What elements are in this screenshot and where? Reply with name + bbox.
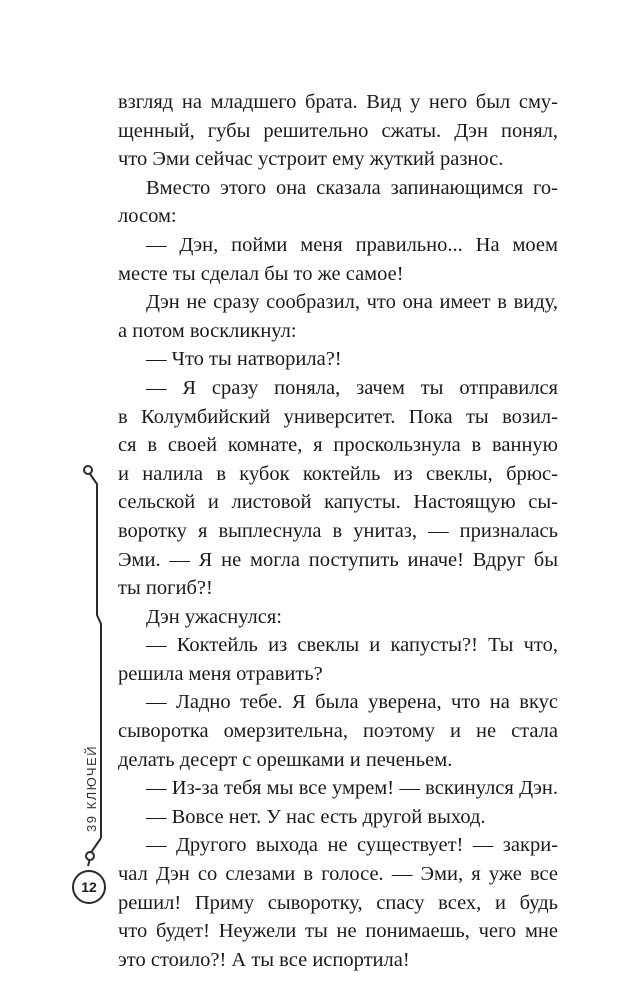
decoration-bottom-node bbox=[86, 852, 94, 860]
margin-decoration bbox=[0, 0, 110, 1001]
text-line: ты погиб?! bbox=[118, 577, 213, 600]
text-line: — Вовсе нет. У нас есть другой выход. bbox=[146, 805, 486, 828]
text-line: решил! Приму сыворотку, спасу всех, и будь bbox=[118, 891, 558, 914]
text-line: Эми. — Я не могла поступить иначе! Вдруг бы bbox=[118, 548, 558, 571]
text-line: решила меня отравить? bbox=[118, 662, 323, 685]
text-line: сыворотка омерзительна, поэтому и не стала bbox=[118, 720, 558, 743]
text-line: ся в своей комнате, я проскользнула в ванную bbox=[118, 434, 558, 457]
body-text bbox=[118, 88, 558, 974]
text-line: щенный, губы решительно сжаты. Дэн понял, bbox=[118, 119, 558, 142]
text-line: сельской и листовой капусты. Настоящую сы- bbox=[118, 491, 558, 514]
page-number: 12 bbox=[72, 870, 106, 904]
text-line: воротку я выплеснула в унитаз, — призналась bbox=[118, 519, 558, 542]
decoration-top-node bbox=[84, 466, 92, 474]
text-line: в Колумбийский университет. Пока ты возил- bbox=[118, 405, 558, 428]
text-line: делать десерт с орешками и печеньем. bbox=[118, 748, 453, 771]
text-line: это стоило?! А ты все испортила! bbox=[118, 948, 410, 971]
text-line: лосом: bbox=[118, 205, 177, 228]
text-line: — Ладно тебе. Я была уверена, что на вкус bbox=[146, 691, 558, 714]
text-line: — Я сразу поняла, зачем ты отправился bbox=[146, 376, 558, 399]
text-line: — Дэн, пойми меня правильно... На моем bbox=[146, 233, 558, 256]
text-line: — Коктейль из свеклы и капусты?! Ты что, bbox=[146, 634, 558, 657]
text-line: взгляд на младшего брата. Вид у него был сму- bbox=[118, 91, 558, 113]
text-line: Вместо этого она сказала запинающимся го- bbox=[146, 176, 558, 199]
series-title: 39 КЛЮЧЕЙ bbox=[84, 744, 99, 832]
text-line: месте ты сделал бы то же самое! bbox=[118, 262, 404, 285]
text-line: чал Дэн со слезами в голосе. — Эми, я уже все bbox=[118, 863, 558, 886]
text-line: а потом воскликнул: bbox=[118, 319, 297, 342]
text-line: — Другого выхода не существует! — закри- bbox=[146, 834, 558, 857]
text-line: что будет! Неужели ты не понимаешь, чего мне bbox=[118, 920, 558, 943]
text-line: Дэн ужаснулся: bbox=[146, 605, 282, 628]
text-line: — Что ты натворила?! bbox=[146, 348, 342, 371]
text-line: что Эми сейчас устроит ему жуткий разнос. bbox=[118, 148, 504, 171]
text-line: и налила в кубок коктейль из свеклы, брюс- bbox=[118, 462, 558, 485]
text-line: Дэн не сразу сообразил, что она имеет в виду, bbox=[146, 291, 558, 314]
text-line: — Из-за тебя мы все умрем! — вскинулся Дэн. bbox=[146, 777, 558, 800]
